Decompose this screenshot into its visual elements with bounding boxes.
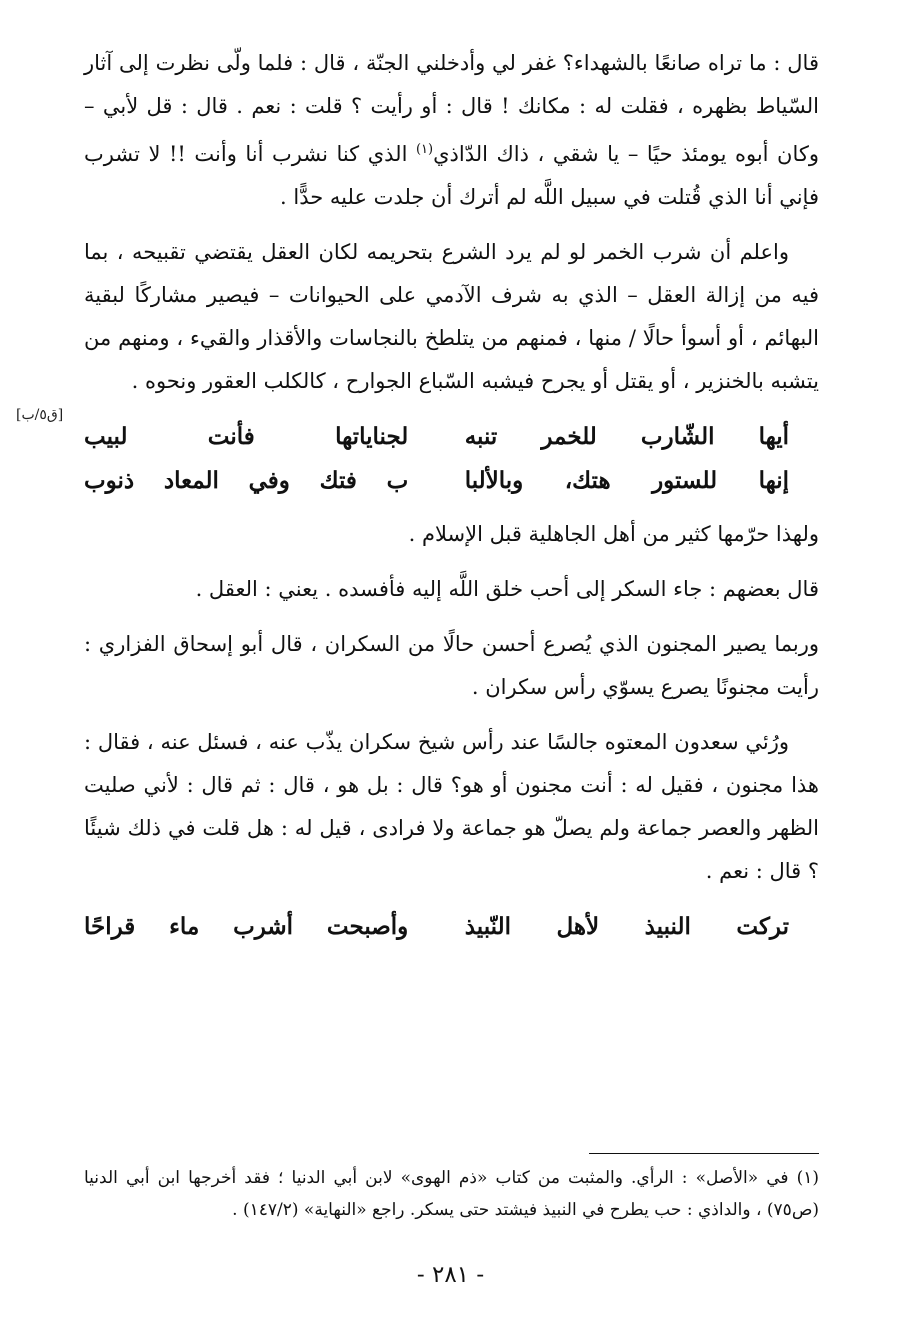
- paragraph-2: واعلم أن شرب الخمر لو لم يرد الشرع بتحريمه لكان العقل يقتضي تقبيحه ، بما فيه من إزالة العقل – الذي به شرف الآدمي على الحيوانات – فيصير مشاركًا لبقية البهائم ، أو أسوأ حالًا / منها ، فمنهم من يتلطخ بالنجاسات والأقذار والقيء ، ومنهم من يتشبه بالخنزير ، أو يقتل أو يجرح فيشبه السّباع الجوارح ، كالكلب العقور ونحوه .: [84, 240, 819, 393]
- paragraph-3: ولهذا حرّمها كثير من أهل الجاهلية قبل الإسلام .: [408, 522, 819, 546]
- poem-1-line-2: [84, 459, 819, 503]
- paragraph-6: ورُئي سعدون المعتوه جالسًا عند رأس شيخ سكران يذّب عنه ، فسئل عنه ، فقال : هذا مجنون ، فقيل له : أنت مجنون أو هو؟ قال : بل هو ، قال : ثم قال : لأني صليت الظهر والعصر جماعة ولم يصلّ هو جماعة ولا فرادى ، قيل له : هل قلت في ذلك شيئًا ؟ قال : نعم .: [84, 730, 819, 883]
- main-text: [84, 42, 819, 959]
- paragraph-1: [84, 42, 819, 219]
- manuscript-folio-marker: [ق٥/ب]: [16, 407, 64, 423]
- poem-2-line-1: [84, 905, 819, 949]
- poem-1-line-2-first-hemistich: إنها للستور هتك، وبالألبا: [464, 467, 789, 494]
- paragraph-1-part-b: الذي كنا نشرب أنا وأنت !! لا تشرب فإني أنا الذي قُتلت في سبيل اللَّه لم أترك أن جلدت عليه حدًّا .: [84, 142, 819, 209]
- paragraph-1-part-a: قال : ما تراه صانعًا بالشهداء؟ غفر لي وأدخلني الجنّة ، قال : فلما ولّى نظرت إلى آثار السّياط بظهره ، فقلت له : مكانك ! قال : أو رأيت ؟ قلت : نعم . قال : قل لأبي – وكان أبوه يومئذ حيًا – يا شقي ، ذاك الدّاذي: [84, 51, 819, 166]
- footnote-ref-1[interactable]: (١): [415, 142, 434, 157]
- poem-1-line-1-first-hemistich: أيها الشّارب للخمر تنبه: [464, 423, 789, 450]
- poem-1: [84, 415, 819, 503]
- poem-2-line-1-second-hemistich: وأصبحت أشرب ماء قراحًا: [84, 913, 409, 940]
- poem-2-line-1-first-hemistich: تركت النبيذ لأهل النّبيذ: [464, 913, 789, 940]
- poem-1-line-2-second-hemistich: ب فتك وفي المعاد ذنوب: [84, 467, 409, 494]
- poem-1-line-1: [84, 415, 819, 459]
- paragraph-5: وربما يصير المجنون الذي يُصرع أحسن حالًا من السكران ، قال أبو إسحاق الفزاري : رأيت مجنونًا يصرع يسوّي رأس سكران .: [84, 632, 819, 699]
- poem-2: [84, 905, 819, 949]
- paragraph-4: قال بعضهم : جاء السكر إلى أحب خلق اللَّه إليه فأفسده . يعني : العقل .: [195, 577, 819, 601]
- footnote-1: (١) في «الأصل» : الرأي. والمثبت من كتاب «ذم الهوى» لابن أبي الدنيا ؛ فقد أخرجها ابن أبي الدنيا (ص٧٥) ، والداذي : حب يطرح في النبيذ فيشتد حتى يسكر. راجع «النهاية» (١٤٧/٢) .: [84, 1168, 819, 1220]
- page-number: - ٢٨١ -: [416, 1262, 485, 1288]
- footnote-divider: [589, 1153, 819, 1154]
- poem-1-line-1-second-hemistich: لجناياتها فأنت لبيب: [84, 423, 409, 450]
